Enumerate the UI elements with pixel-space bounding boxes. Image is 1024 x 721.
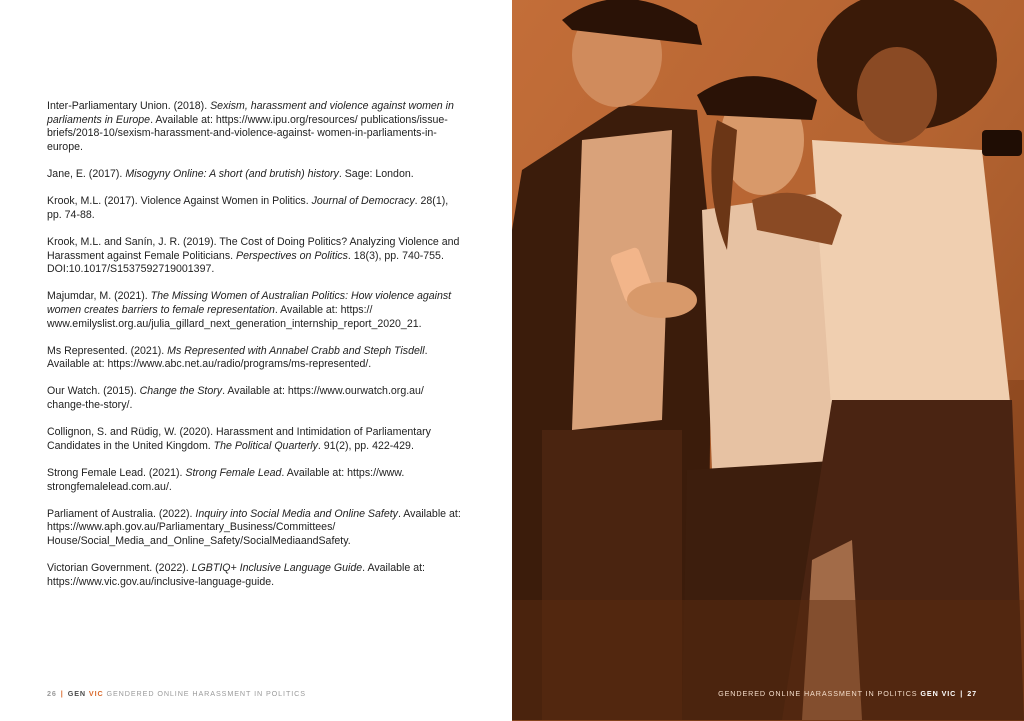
reference-source: . 91(2), pp. 422-429. bbox=[317, 439, 414, 452]
reference-title: The Political Quarterly bbox=[213, 439, 318, 452]
photo-illustration bbox=[512, 0, 1024, 721]
reference-entry bbox=[47, 168, 462, 182]
reference-source: . Available at: https://www.vic.gov.au/inclusive-language-guide. bbox=[47, 562, 425, 588]
reference-text: Strong Female Lead. (2021). bbox=[47, 467, 186, 480]
reference-entry bbox=[47, 385, 462, 412]
reference-source: . Available at: https://www.abc.net.au/radio/programs/ms-represented/. bbox=[47, 344, 428, 371]
left-page bbox=[0, 0, 510, 721]
reference-title: Strong Female Lead bbox=[185, 467, 282, 480]
reference-source: . Available at: https:// www.emilyslist.org.au/julia_gillard_next_generation_internship_report_2020_21. bbox=[47, 303, 422, 330]
page-number-left: 26 bbox=[47, 689, 57, 698]
footer-left bbox=[47, 689, 306, 698]
reference-source: . Available at: https://www.aph.gov.au/Parliamentary_Business/Committees/ House/Social_Media_and_Online_Safety/SocialMediaandSafety. bbox=[47, 507, 461, 547]
reference-text: Inter-Parliamentary Union. (2018). bbox=[47, 100, 211, 112]
reference-entry bbox=[47, 290, 462, 331]
brand-gen: GEN bbox=[920, 689, 939, 698]
reference-title: The Missing Women of Australian Politics: How violence against women creates barriers to female representation bbox=[47, 290, 452, 316]
reference-source: . Available at: https://www.ipu.org/resources/ publications/issue-briefs/2018-10/sexism-harassment-and-violence-against- women-in-parliaments-in-europe. bbox=[47, 113, 448, 153]
reference-source: . 28(1), pp. 74-88. bbox=[47, 195, 449, 221]
brand-vic: VIC bbox=[88, 689, 104, 698]
reference-source: . Available at: https://www. strongfemalelead.com.au/. bbox=[47, 467, 405, 493]
reference-text: Our Watch. (2015). bbox=[47, 385, 140, 398]
reference-title: Journal of Democracy bbox=[311, 195, 415, 208]
floor-shadow bbox=[512, 600, 1024, 721]
brand-vic: VIC bbox=[941, 689, 957, 698]
reference-text: Ms Represented. (2021). bbox=[47, 344, 168, 357]
phone-right bbox=[982, 130, 1022, 156]
reference-source: . Sage: London. bbox=[338, 167, 414, 180]
reference-entry bbox=[47, 467, 462, 494]
reference-entry bbox=[47, 195, 462, 222]
reference-title: Inquiry into Social Media and Online Safety bbox=[195, 507, 398, 520]
footer-title-left: GENDERED ONLINE HARASSMENT IN POLITICS bbox=[106, 689, 306, 698]
reference-source: . Available at: https://www.ourwatch.org.au/ change-the-story/. bbox=[47, 385, 424, 412]
footer-separator: | bbox=[60, 689, 64, 698]
reference-entry bbox=[47, 562, 462, 589]
brand-gen: GEN bbox=[67, 689, 86, 698]
reference-text: Krook, M.L. (2017). Violence Against Women in Politics. bbox=[47, 195, 312, 208]
reference-text: Jane, E. (2017). bbox=[47, 167, 126, 180]
footer-separator: | bbox=[960, 689, 964, 698]
reference-entry bbox=[47, 426, 462, 453]
reference-text: Krook, M.L. and Sanín, J. R. (2019). The Cost of Doing Politics? Analyzing Violence and Harassment against Female Politicians. bbox=[47, 235, 460, 262]
page-number-right: 27 bbox=[967, 689, 977, 698]
footer-title-right: GENDERED ONLINE HARASSMENT IN POLITICS bbox=[718, 689, 918, 698]
reference-title: Perspectives on Politics bbox=[236, 249, 348, 262]
footer-right bbox=[718, 689, 977, 698]
photo-page bbox=[512, 0, 1024, 721]
reference-source: . 18(3), pp. 740-755. DOI:10.1017/S1537592719001397. bbox=[47, 249, 444, 276]
reference-title: Change the Story bbox=[139, 385, 223, 398]
reference-text: Majumdar, M. (2021). bbox=[47, 290, 151, 303]
reference-text: Collignon, S. and Rüdig, W. (2020). Harassment and Intimidation of Parliamentary Candidates in the United Kingdom. bbox=[47, 426, 431, 452]
reference-title: LGBTIQ+ Inclusive Language Guide bbox=[191, 562, 363, 575]
face-right bbox=[857, 47, 937, 143]
reference-text: Victorian Government. (2022). bbox=[47, 562, 192, 575]
reference-list bbox=[47, 100, 462, 603]
reference-title: Misogyny Online: A short (and brutish) history bbox=[125, 167, 339, 180]
reference-title: Ms Represented with Annabel Crabb and Steph Tisdell bbox=[167, 344, 425, 357]
reference-entry bbox=[47, 100, 462, 154]
reference-text: Parliament of Australia. (2022). bbox=[47, 507, 196, 520]
reference-entry bbox=[47, 236, 462, 277]
reference-entry bbox=[47, 508, 462, 549]
reference-title: Sexism, harassment and violence against women in parliaments in Europe bbox=[47, 100, 454, 126]
reference-entry bbox=[47, 345, 462, 372]
